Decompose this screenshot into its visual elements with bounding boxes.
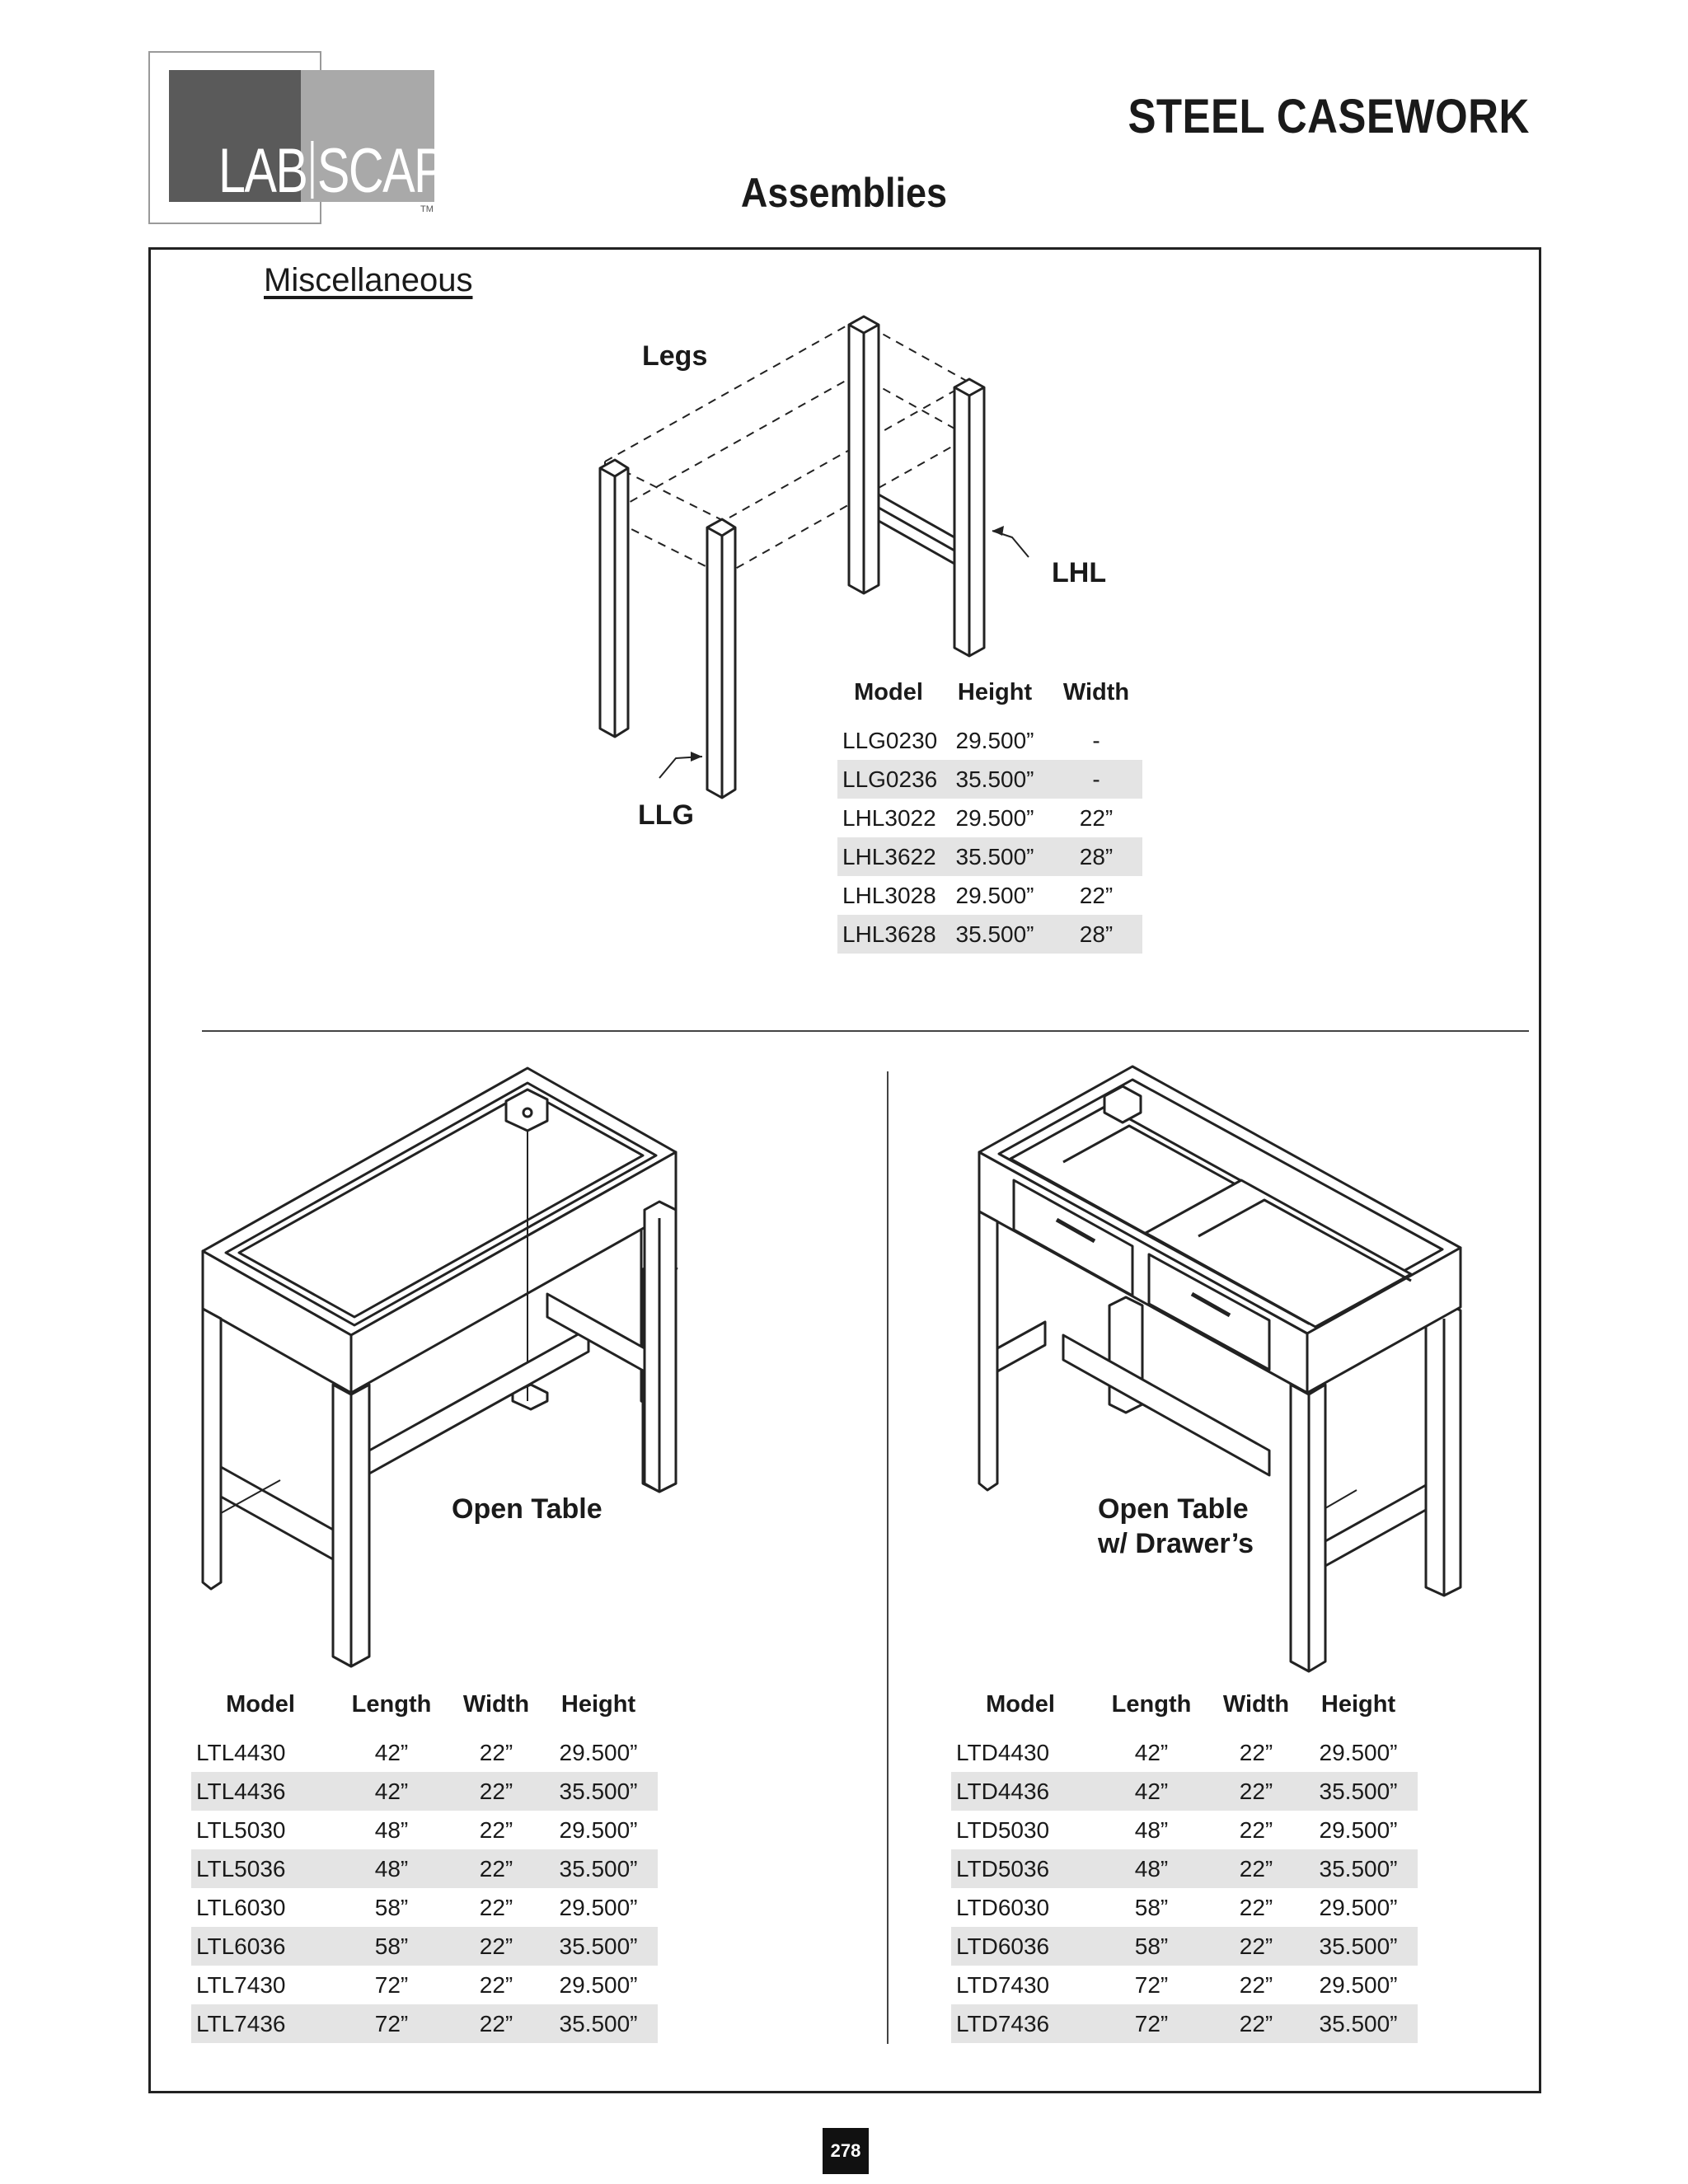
- cell-width: 28”: [1050, 915, 1142, 954]
- cell-model: LTD7430: [956, 1971, 1050, 1998]
- cell-length: 72”: [1134, 1971, 1169, 1998]
- cell-height: 35.500”: [1299, 2004, 1418, 2043]
- col-height: Height: [1320, 1691, 1396, 1718]
- cell-width: 22”: [479, 1739, 513, 1765]
- cell-width: 22”: [479, 1894, 513, 1920]
- cell-width: 22”: [1079, 882, 1114, 908]
- cell-length: 72”: [330, 2004, 453, 2043]
- table-row: [951, 2004, 1418, 2043]
- cell-model: LTL6036: [191, 1927, 330, 1966]
- cell-model: LHL3622: [837, 837, 940, 876]
- cell-height: 29.500”: [1319, 1971, 1398, 1998]
- col-model: Model: [226, 1691, 295, 1718]
- table-row: [191, 1733, 658, 1772]
- cell-height: 35.500”: [940, 760, 1050, 799]
- cell-height: 35.500”: [940, 837, 1050, 876]
- page-title: STEEL CASEWORK: [1128, 90, 1530, 143]
- cell-height: 29.500”: [955, 804, 1034, 831]
- table-row: [951, 1849, 1418, 1888]
- col-width: Width: [462, 1691, 530, 1718]
- table-row: [951, 1733, 1418, 1772]
- cell-width: 22”: [1213, 1772, 1299, 1811]
- cell-height: 29.500”: [559, 1816, 638, 1843]
- open-table-illustration: [203, 1068, 678, 1666]
- cell-length: 42”: [1134, 1739, 1169, 1765]
- table-row: [837, 760, 1142, 799]
- table-row: [951, 1966, 1418, 2004]
- logo-text-left: LAB: [218, 136, 307, 206]
- cell-model: LTD4430: [956, 1739, 1050, 1765]
- cell-length: 58”: [330, 1927, 453, 1966]
- cell-length: 48”: [330, 1849, 453, 1888]
- cell-model: LTL7436: [191, 2004, 330, 2043]
- cell-model: LTD5036: [951, 1849, 1090, 1888]
- col-height: Height: [957, 679, 1033, 705]
- cell-width: 22”: [1213, 1849, 1299, 1888]
- cell-height: 29.500”: [559, 1971, 638, 1998]
- cell-height: 35.500”: [539, 1772, 658, 1811]
- table-row: [837, 915, 1142, 954]
- cell-width: 22”: [1239, 1971, 1273, 1998]
- cell-model: LHL3028: [842, 882, 936, 908]
- table-row: [191, 1966, 658, 2004]
- cell-width: 28”: [1050, 837, 1142, 876]
- table-header-row: [837, 679, 1142, 721]
- cell-length: 42”: [330, 1772, 453, 1811]
- open-table-label: Open Table: [452, 1493, 603, 1525]
- cell-model: LTL7430: [196, 1971, 286, 1998]
- cell-height: 35.500”: [940, 915, 1050, 954]
- col-height: Height: [560, 1691, 636, 1718]
- cell-model: LLG0236: [837, 760, 940, 799]
- col-length: Length: [351, 1691, 432, 1718]
- cell-height: 35.500”: [1299, 1849, 1418, 1888]
- cell-length: 48”: [1090, 1849, 1213, 1888]
- legs-label: Legs: [642, 340, 708, 372]
- cell-model: LTD7436: [951, 2004, 1090, 2043]
- table-header-row: [191, 1691, 658, 1733]
- drawer-table-spec-table: [951, 1691, 1418, 2043]
- cell-width: 22”: [453, 1849, 539, 1888]
- table-row: [951, 1888, 1418, 1927]
- cell-model: LTD5030: [956, 1816, 1050, 1843]
- cell-height: 29.500”: [955, 882, 1034, 908]
- table-row: [951, 1772, 1418, 1811]
- cell-model: LTD6030: [956, 1894, 1050, 1920]
- cell-width: 22”: [479, 1971, 513, 1998]
- cell-model: LTL4436: [191, 1772, 330, 1811]
- cell-model: LTL6030: [196, 1894, 286, 1920]
- cell-model: LTL5030: [196, 1816, 286, 1843]
- cell-length: 72”: [374, 1971, 409, 1998]
- cell-height: 35.500”: [539, 1849, 658, 1888]
- cell-width: -: [1050, 760, 1142, 799]
- cell-height: 35.500”: [1299, 1772, 1418, 1811]
- table-row: [191, 1811, 658, 1849]
- legs-spec-table: [837, 679, 1142, 954]
- cell-width: -: [1092, 727, 1100, 753]
- table-row: [191, 1888, 658, 1927]
- table-row: [837, 799, 1142, 837]
- cell-width: 22”: [453, 1927, 539, 1966]
- col-model: Model: [986, 1691, 1055, 1718]
- cell-width: 22”: [1213, 1927, 1299, 1966]
- drawer-table-label-1: Open Table: [1098, 1493, 1249, 1525]
- cell-height: 29.500”: [1319, 1894, 1398, 1920]
- table-row: [951, 1811, 1418, 1849]
- table-row: [191, 2004, 658, 2043]
- cell-height: 29.500”: [1319, 1739, 1398, 1765]
- cell-height: 29.500”: [1319, 1816, 1398, 1843]
- cell-width: 22”: [1239, 1894, 1273, 1920]
- table-row: [837, 721, 1142, 760]
- page-subtitle: Assemblies: [740, 170, 948, 216]
- cell-model: LTL5036: [191, 1849, 330, 1888]
- lhl-callout: LHL: [1052, 557, 1107, 588]
- cell-width: 22”: [1079, 804, 1114, 831]
- cell-height: 29.500”: [559, 1739, 638, 1765]
- cell-length: 42”: [374, 1739, 409, 1765]
- cell-width: 22”: [453, 1772, 539, 1811]
- cell-width: 22”: [453, 2004, 539, 2043]
- table-row: [951, 1927, 1418, 1966]
- cell-model: LTD6036: [951, 1927, 1090, 1966]
- col-length: Length: [1111, 1691, 1192, 1718]
- open-table-spec-table: [191, 1691, 658, 2043]
- cell-model: LLG0230: [842, 727, 938, 753]
- page-number: 278: [823, 2128, 869, 2174]
- cell-length: 58”: [1090, 1927, 1213, 1966]
- logo-trademark: TM: [420, 204, 434, 214]
- cell-length: 42”: [1090, 1772, 1213, 1811]
- cell-height: 29.500”: [559, 1894, 638, 1920]
- cell-width: 22”: [1239, 1739, 1273, 1765]
- cell-length: 48”: [374, 1816, 409, 1843]
- cell-length: 48”: [1134, 1816, 1169, 1843]
- table-row: [837, 876, 1142, 915]
- logo-text-right: SCAPE: [316, 136, 477, 206]
- drawer-table-label-2: w/ Drawer’s: [1098, 1528, 1254, 1559]
- llg-callout: LLG: [638, 799, 694, 831]
- cell-length: 58”: [374, 1894, 409, 1920]
- cell-width: 22”: [1239, 1816, 1273, 1843]
- cell-height: 35.500”: [539, 2004, 658, 2043]
- cell-height: 35.500”: [539, 1927, 658, 1966]
- cell-length: 58”: [1134, 1894, 1169, 1920]
- cell-height: 29.500”: [955, 727, 1034, 753]
- table-row: [191, 1927, 658, 1966]
- section-label: Miscellaneous: [264, 262, 473, 298]
- cell-model: LHL3022: [842, 804, 936, 831]
- col-width: Width: [1062, 679, 1130, 705]
- drawer-table-illustration: [979, 1066, 1461, 1671]
- col-width: Width: [1222, 1691, 1290, 1718]
- table-row: [837, 837, 1142, 876]
- table-row: [191, 1849, 658, 1888]
- cell-height: 35.500”: [1299, 1927, 1418, 1966]
- table-row: [191, 1772, 658, 1811]
- cell-model: LTD4436: [951, 1772, 1090, 1811]
- cell-width: 22”: [1213, 2004, 1299, 2043]
- cell-model: LHL3628: [837, 915, 940, 954]
- cell-model: LTL4430: [196, 1739, 286, 1765]
- cell-length: 72”: [1090, 2004, 1213, 2043]
- cell-width: 22”: [479, 1816, 513, 1843]
- col-model: Model: [854, 679, 923, 705]
- table-header-row: [951, 1691, 1418, 1733]
